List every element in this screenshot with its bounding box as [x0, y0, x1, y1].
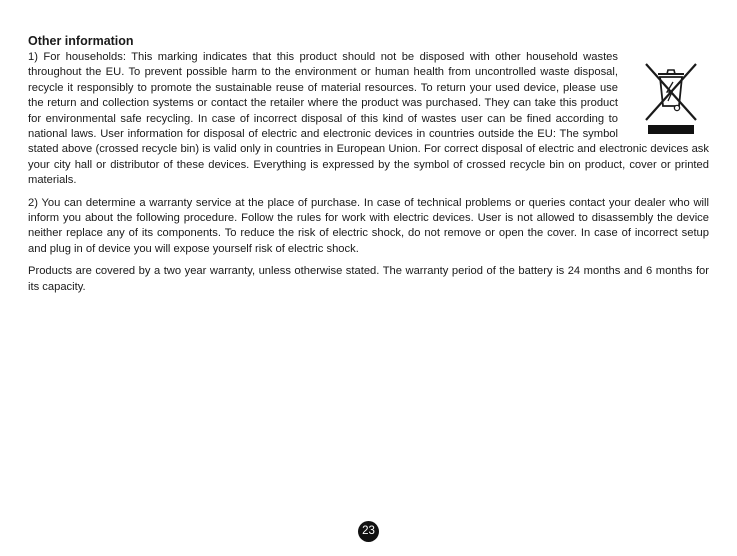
crossed-out-wheelie-bin-icon	[632, 54, 710, 138]
document-page	[28, 34, 709, 302]
page-number-badge: 23	[358, 521, 379, 542]
paragraph-disposal: 1) For households: This marking indicates that this product should not be disposed with other household wastes throughout the EU. To prevent possible harm to the environment or human health from uncontrolled waste disposal, recycle it responsibly to promote the sustainable reuse of material resources. To return your used device, please use the return and collection systems or contact the retailer where the product was purchased. They can take this product for environmental safe recycling. In case of incorrect disposal of this kind of wastes user can be fined according to national laws. User information for disposal of electric and electronic devices in countries outside the EU: The symbol stated above (crossed recycle bin) is valid only in countries in European Union. For correct disposal of electric and electronic devices ask your city hall or distributor of these devices. Everything is expressed by the symbol of crossed recycle bin on product, cover or printed materials.	[28, 51, 709, 187]
paragraph-warranty-service: 2) You can determine a warranty service at the place of purchase. In case of technical problems or queries contact your dealer who will inform you about the following procedure. Follow the rules for work with electric devices. User is not allowed to disassembly the device neither replace any of its components. To reduce the risk of electric shock, do not remove or open the cover. In case of incorrect setup and plug in of device you will expose yourself risk of electric shock.	[28, 196, 709, 255]
paragraph-warranty-period: Products are covered by a two year warranty, unless otherwise stated. The warranty period of the battery is 24 months and 6 months for its capacity.	[28, 265, 709, 293]
section-heading: Other information	[28, 34, 134, 48]
